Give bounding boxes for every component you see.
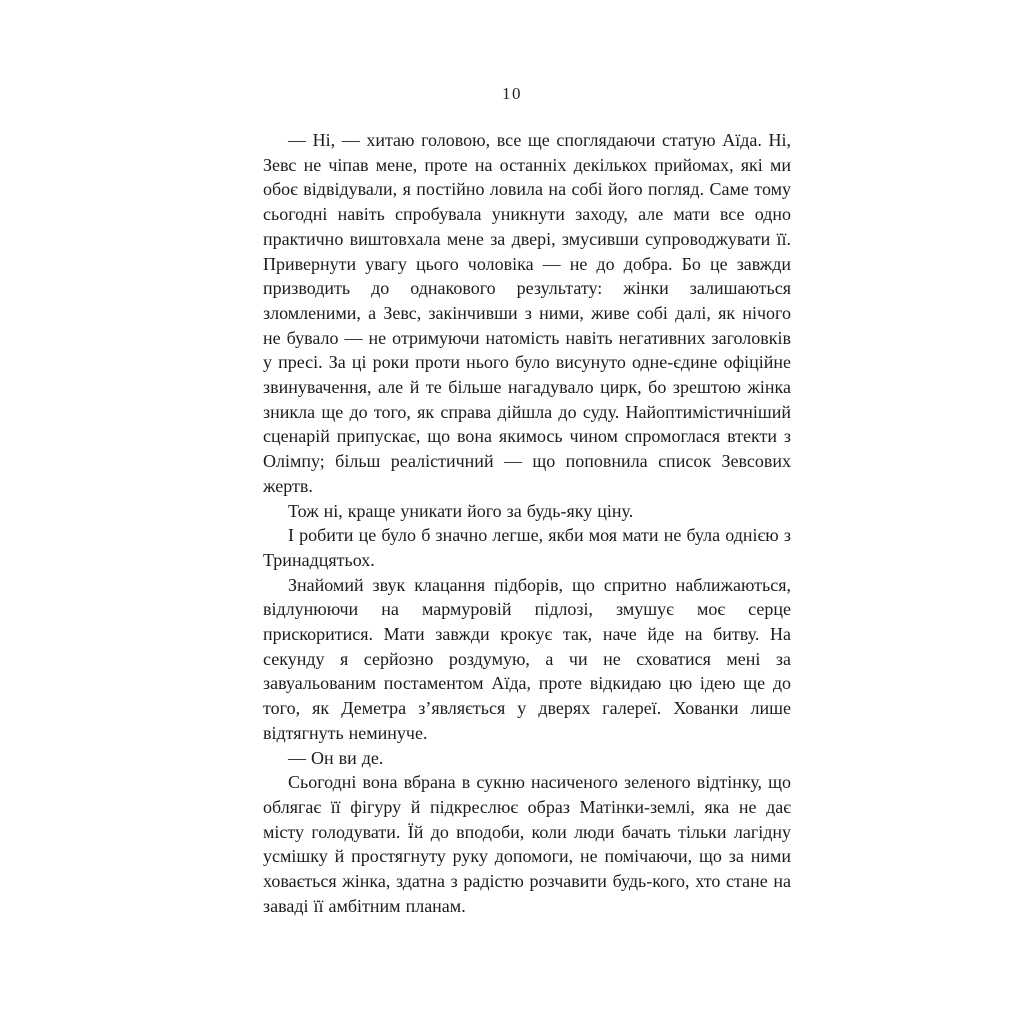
page-number: 10	[502, 84, 522, 103]
paragraph: І робити це було б значно легше, якби моя мати не була однією з Тринадцятьох.	[263, 525, 791, 570]
paragraph: — Он ви де.	[288, 747, 384, 768]
paragraph: Знайомий звук клацання підборів, що спритно наближаються, відлунюючи на мармуровій підлозі, змушує моє серце прискоритися. Мати завжди крокує так, наче йде на битву. На секунду я серйозно роздумую, а чи не сховатися мені за завуальованим постаментом Аїда, проте відкидаю цю ідею ще до того, як Деметра з’являється у дверях галереї. Хованки лише відтягнуть неминуче.	[263, 574, 791, 743]
paragraph: — Ні, — хитаю головою, все ще споглядаючи статую Аїда. Ні, Зевс не чіпав мене, проте на останніх декількох прийомах, які ми обоє відвідували, я постійно ловила на собі його погляд. Саме тому сьогодні навіть спробувала уникнути заходу, але мати все одно практично виштовхала мене за двері, змусивши супроводжувати її. Привернути увагу цього чоловіка — не до добра. Бо це завжди призводить до однакового результату: жінки залишаються зломленими, а Зевс, закінчивши з ними, живе собі далі, як нічого не бувало — не отримуючи натомість навіть негативних заголовків у пресі. За ці роки проти нього було висунуто одне-єдине офіційне звинувачення, але й те більше нагадувало цирк, бо зрештою жінка зникла ще до того, як справа дійшла до суду. Найоптимістичніший сценарій припускає, що вона якимось чином спромоглася втекти з Олімпу; більш реалістичний — що поповнила список Зевсових жертв.	[263, 130, 791, 496]
paragraph: Тож ні, краще уникати його за будь-яку ціну.	[288, 500, 634, 521]
page-text-block	[263, 128, 791, 919]
paragraph: Сьогодні вона вбрана в сукню насиченого зеленого відтінку, що облягає її фігуру й підкреслює образ Матінки-землі, яка не дає місту голодувати. Їй до вподоби, коли люди бачать тільки лагідну усмішку й простягнуту руку допомоги, не помічаючи, що за ними ховається жінка, здатна з радістю розчавити будь-кого, хто стане на заваді її амбітним планам.	[263, 772, 791, 916]
